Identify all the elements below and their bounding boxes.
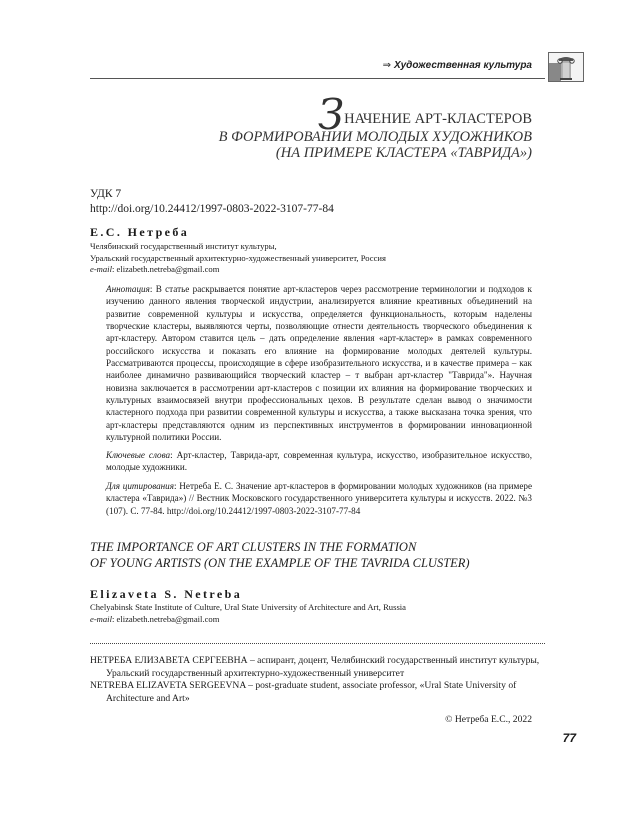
english-title-line-1: THE IMPORTANCE OF ART CLUSTERS IN THE FORMATION	[90, 540, 417, 554]
email-label: e-mail	[90, 264, 112, 275]
keywords	[106, 449, 532, 474]
affiliation-line-2: Уральский государственный архитектурно-художественный университет, Россия	[90, 252, 386, 263]
column-icon	[548, 52, 584, 82]
bio-en: NETREBA ELIZAVETA SERGEEVNA – post-graduate student, associate professor, «Ural State University of Architecture and Art»	[90, 680, 517, 704]
english-affiliation	[90, 602, 406, 625]
english-author-name: Elizaveta S. Netreba	[90, 587, 243, 601]
title-text-1: НАЧЕНИЕ АРТ-КЛАСТЕРОВ	[344, 111, 532, 127]
section-label	[383, 60, 532, 71]
email-address[interactable]: : elizabeth.netreba@gmail.com	[111, 264, 220, 275]
citation-label: Для цитирования	[106, 481, 174, 491]
title-line-3: (НА ПРИМЕРЕ КЛАСТЕРА «ТАВРИДА»)	[275, 144, 532, 161]
english-email-address[interactable]: : elizabeth.netreba@gmail.com	[111, 613, 220, 624]
doi-link[interactable]: http://doi.org/10.24412/1997-0803-2022-3107-77-84	[90, 203, 334, 215]
article-title	[92, 90, 532, 161]
abstract-text: : В статье раскрывается понятие арт-кластеров через рассмотрение терминологии и подходов к изучению данного явления творческой индустрии, анализируется влияние креативных объединений на развитие современной культуры и искусства, определяется функциональность, которым наделены творческие кластеры, выявляются черты, позволяющие отнести деятельность творческого объединения к арт-кластеру. Автором ставится цель – дать определение явления «арт-кластер» в рамках современного российского искусства и показать его влияние на формирование молодых деятелей культуры. Рассматриваются процессы, происходящие в сфере изобразительного искусства, и в качестве примера – как наиболее динамично развивающийся творческий кластер – т выбран арт-кластер "Таврида"». Научная новизна заключается в рассмотрении арт-кластеров с позиции их влияния на формирование творческих и культурных взаимосвязей внутри профессиональных цехов. В результате сделан вывод о значимости кластерного подхода при развитии современной культуры и искусства, а также высказана точка зрения, что арт-кластеры представляются одним из перспективных инструментов в формировании инновационной культурной политики России.	[106, 284, 532, 443]
author-email	[90, 264, 550, 276]
page-number: 77	[562, 731, 576, 745]
section-title: Художественная культура	[394, 60, 532, 71]
footnote-divider	[90, 643, 545, 644]
english-email-label: e-mail	[90, 613, 112, 624]
english-title-line-2: OF YOUNG ARTISTS (ON THE EXAMPLE OF THE TAVRIDA CLUSTER)	[90, 555, 470, 570]
english-email	[90, 614, 406, 626]
english-affiliation-line: Chelyabinsk State Institute of Culture, Ural State University of Architecture and Art, Russia	[90, 602, 406, 612]
title-line-2: В ФОРМИРОВАНИИ МОЛОДЫХ ХУДОЖНИКОВ	[218, 129, 532, 145]
title-dropcap: З	[317, 90, 345, 139]
keywords-label: Ключевые слова	[106, 450, 171, 460]
udk-code: УДК 7	[90, 188, 122, 200]
arrow-icon: ⇒	[382, 60, 392, 71]
english-title	[90, 540, 540, 571]
udk-block	[90, 187, 334, 217]
author-affiliation	[90, 241, 550, 276]
citation-text: : Нетреба Е. С. Значение арт-кластеров в формировании молодых художников (на примере кластера «Таврида») // Вестник Московского государственного университета культуры и искусств. 2022. №3 (107). С. 77-84. http://doi.org/10.24412/1997-0803-2022-3107-77-84	[106, 481, 532, 516]
column-icon-graphic	[549, 53, 583, 81]
bio-ru: НЕТРЕБА ЕЛИЗАВЕТА СЕРГЕЕВНА – аспирант, доцент, Челябинский государственный институт культуры, Уральский государственный архитектурно-художественный университет	[90, 655, 540, 679]
header-rule	[90, 78, 545, 79]
affiliation-line-1: Челябинский государственный институт культуры,	[90, 241, 277, 251]
abstract	[106, 283, 532, 443]
citation	[106, 480, 532, 517]
abstract-label: Аннотация	[106, 284, 150, 294]
author-bio	[90, 655, 540, 705]
keywords-text: : Арт-кластер, Таврида-арт, современная культура, искусство, изобразительное искусство, молодые художники.	[106, 450, 532, 473]
author-name: Е.С. Нетреба	[90, 225, 190, 239]
copyright: © Нетреба Е.С., 2022	[445, 714, 532, 725]
